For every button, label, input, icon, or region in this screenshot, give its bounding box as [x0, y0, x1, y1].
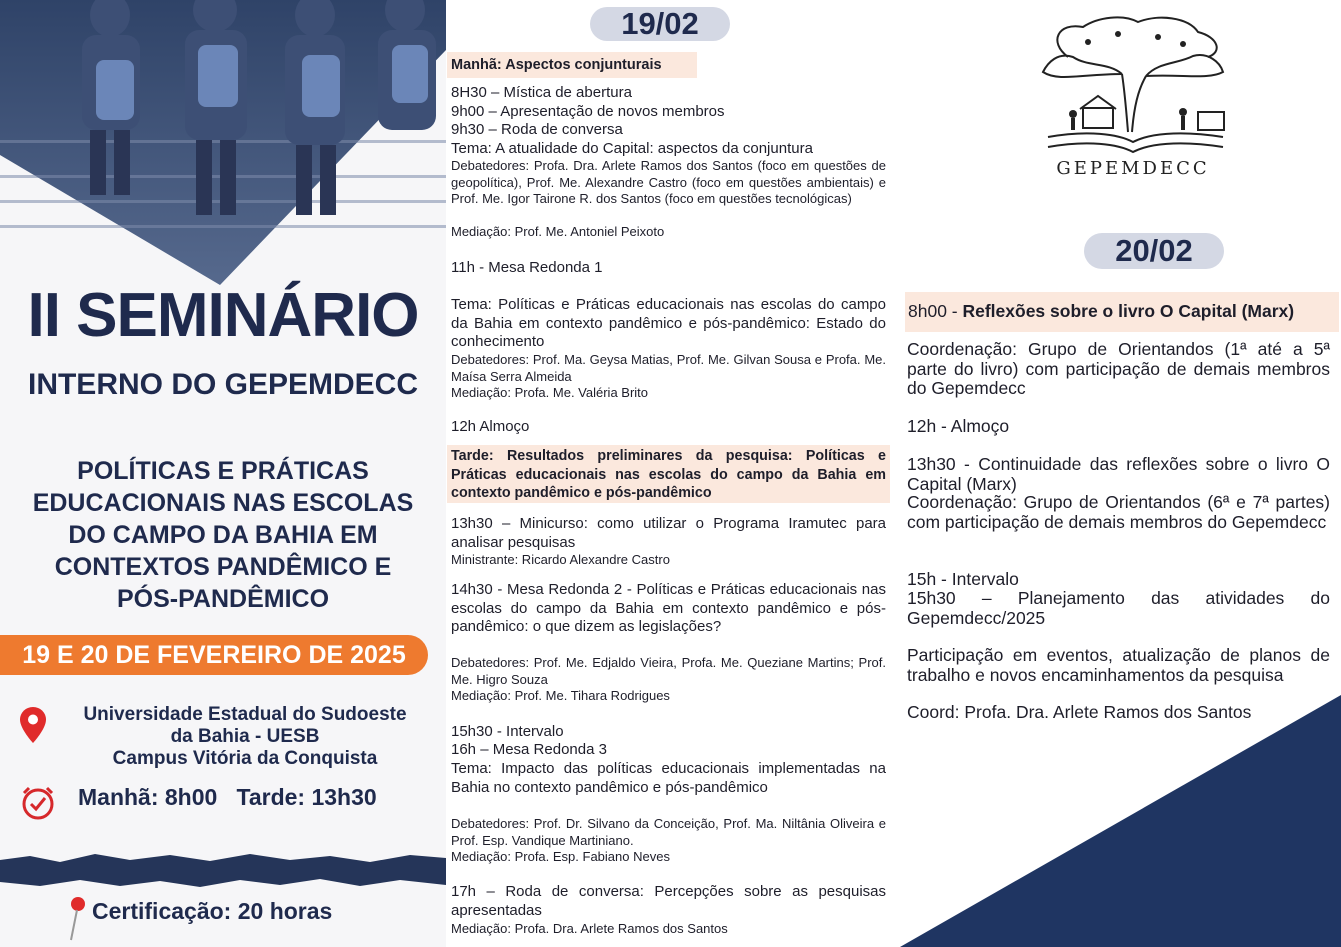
day2-participacao: Participação em eventos, atualização de planos de trabalho e novos encaminhamentos da pesquisa: [907, 645, 1330, 685]
day1-date-pill: 19/02: [590, 7, 730, 41]
event-banner: [0, 0, 446, 947]
event-dates: 19 E 20 DE FEVEREIRO DE 2025: [0, 635, 428, 675]
day2-planejamento: 15h30 – Planejamento das atividades do Gepemdecc/2025: [907, 588, 1330, 628]
day1-mesa3-mediacao: Mediação: Profa. Esp. Fabiano Neves: [451, 849, 670, 864]
pushpin-icon: [66, 896, 86, 942]
seminar-title: II SEMINÁRIO: [27, 281, 419, 350]
day1-mesa2-debatedores: Debatedores: Prof. Me. Edjaldo Vieira, Profa. Me. Queziane Martins; Prof. Me. Higro Souza: [451, 655, 886, 687]
day1-mesa3-title: 16h – Mesa Redonda 3: [451, 741, 607, 758]
day1-mesa2-mediacao: Mediação: Prof. Me. Tihara Rodrigues: [451, 688, 670, 703]
event-time: Manhã: 8h00 Tarde: 13h30: [78, 784, 377, 810]
day1-roda-mediacao: Mediação: Prof. Me. Antoniel Peixoto: [451, 224, 665, 239]
day1-mesa3-tema: Tema: Impacto das políticas educacionais implementadas na Bahia no contexto pandêmico e pós-pandêmico: [451, 760, 886, 796]
day1-mesa1-tema: Tema: Políticas e Práticas educacionais nas escolas do campo da Bahia em contexto pandêmico e pós-pandêmico: Estado do conhecimento: [451, 296, 886, 350]
location-pin-icon: [20, 707, 46, 743]
day1-mesa1-debatedores: Debatedores: Prof. Ma. Geysa Matias, Prof. Me. Gilvan Sousa e Profa. Me. Maísa Serra Almeida: [451, 352, 886, 384]
day1-afternoon-header: Tarde: Resultados preliminares da pesquisa: Políticas e Práticas educacionais nas escolas do campo da Bahia em contexto pandêmico e pós-pandêmico: [447, 445, 890, 503]
seminar-subtitle: INTERNO DO GEPEMDECC: [27, 368, 419, 401]
day1-roda2-mediacao: Mediação: Profa. Dra. Arlete Ramos dos Santos: [451, 921, 728, 936]
svg-text:GEPEMDECC: GEPEMDECC: [1056, 158, 1210, 179]
day2-coord2: Coordenação: Grupo de Orientandos (6ª e 7ª partes) com participação de demais membros do Gepemdecc: [907, 492, 1330, 532]
day1-mesa2: 14h30 - Mesa Redonda 2 - Políticas e Práticas educacionais nas escolas do campo da Bahia em contexto pandêmico e pós-pandêmico: o que dizem as legislações?: [451, 581, 886, 635]
day1-roda2: 17h – Roda de conversa: Percepções sobre as pesquisas apresentadas: [451, 883, 886, 919]
event-location: Universidade Estadual do Sudoeste da Bahia - UESB Campus Vitória da Conquista: [83, 704, 407, 769]
day2-intervalo: 15h - Intervalo: [907, 569, 1019, 589]
day2-continuation: 13h30 - Continuidade das reflexões sobre o livro O Capital (Marx): [907, 454, 1330, 494]
day2-lunch: 12h - Almoço: [907, 416, 1010, 436]
day2-header: 8h00 - Reflexões sobre o livro O Capital (Marx): [905, 292, 1339, 332]
navy-corner-triangle: [900, 695, 1341, 947]
clock-icon: [20, 785, 56, 821]
day1-minicurso-ministrante: Ministrante: Ricardo Alexandre Castro: [451, 552, 670, 567]
day2-coord1: Coordenação: Grupo de Orientandos (1ª até a 5ª parte do livro) com participação de demais membros do Gepemdecc: [907, 339, 1330, 398]
day1-mesa3-debatedores: Debatedores: Prof. Dr. Silvano da Conceição, Prof. Ma. Niltânia Oliveira e Prof. Esp. Vandique Martiniano.: [451, 816, 886, 848]
day1-lunch: 12h Almoço: [451, 418, 530, 435]
certification: Certificação: 20 horas: [92, 898, 333, 924]
seminar-theme: POLÍTICAS E PRÁTICAS EDUCACIONAIS NAS ESCOLAS DO CAMPO DA BAHIA EM CONTEXTOS PANDÊMICO E PÓS-PANDÊMICO: [32, 457, 414, 613]
day1-mesa1-title: 11h - Mesa Redonda 1: [451, 259, 603, 276]
day1-minicurso: 13h30 – Minicurso: como utilizar o Programa Iramutec para analisar pesquisas: [451, 515, 886, 551]
day2-date-pill: 20/02: [1084, 233, 1224, 269]
children-photo: [0, 0, 446, 285]
gepemdecc-logo: [1028, 12, 1238, 182]
day2-coord3: Coord: Profa. Dra. Arlete Ramos dos Santos: [907, 702, 1252, 722]
day1-mesa1-mediacao: Mediação: Profa. Me. Valéria Brito: [451, 385, 649, 400]
day1-intervalo: 15h30 - Intervalo: [451, 723, 564, 740]
day1-morning-header: Manhã: Aspectos conjunturais: [447, 52, 697, 78]
day1-roda-debatedores: Debatedores: Profa. Dra. Arlete Ramos dos Santos (foco em questões de geopolítica), Prof. Me. Alexandre Castro (foco em questões ambientais) e Prof. Me. Igor Tairone R. dos Santos (foco em questões tecnológicas): [451, 158, 886, 206]
day1-opening: 8H30 – Mística de abertura 9h00 – Apresentação de novos membros 9h30 – Roda de conversa Tema: A atualidade do Capital: aspectos da conjuntura: [451, 84, 813, 157]
